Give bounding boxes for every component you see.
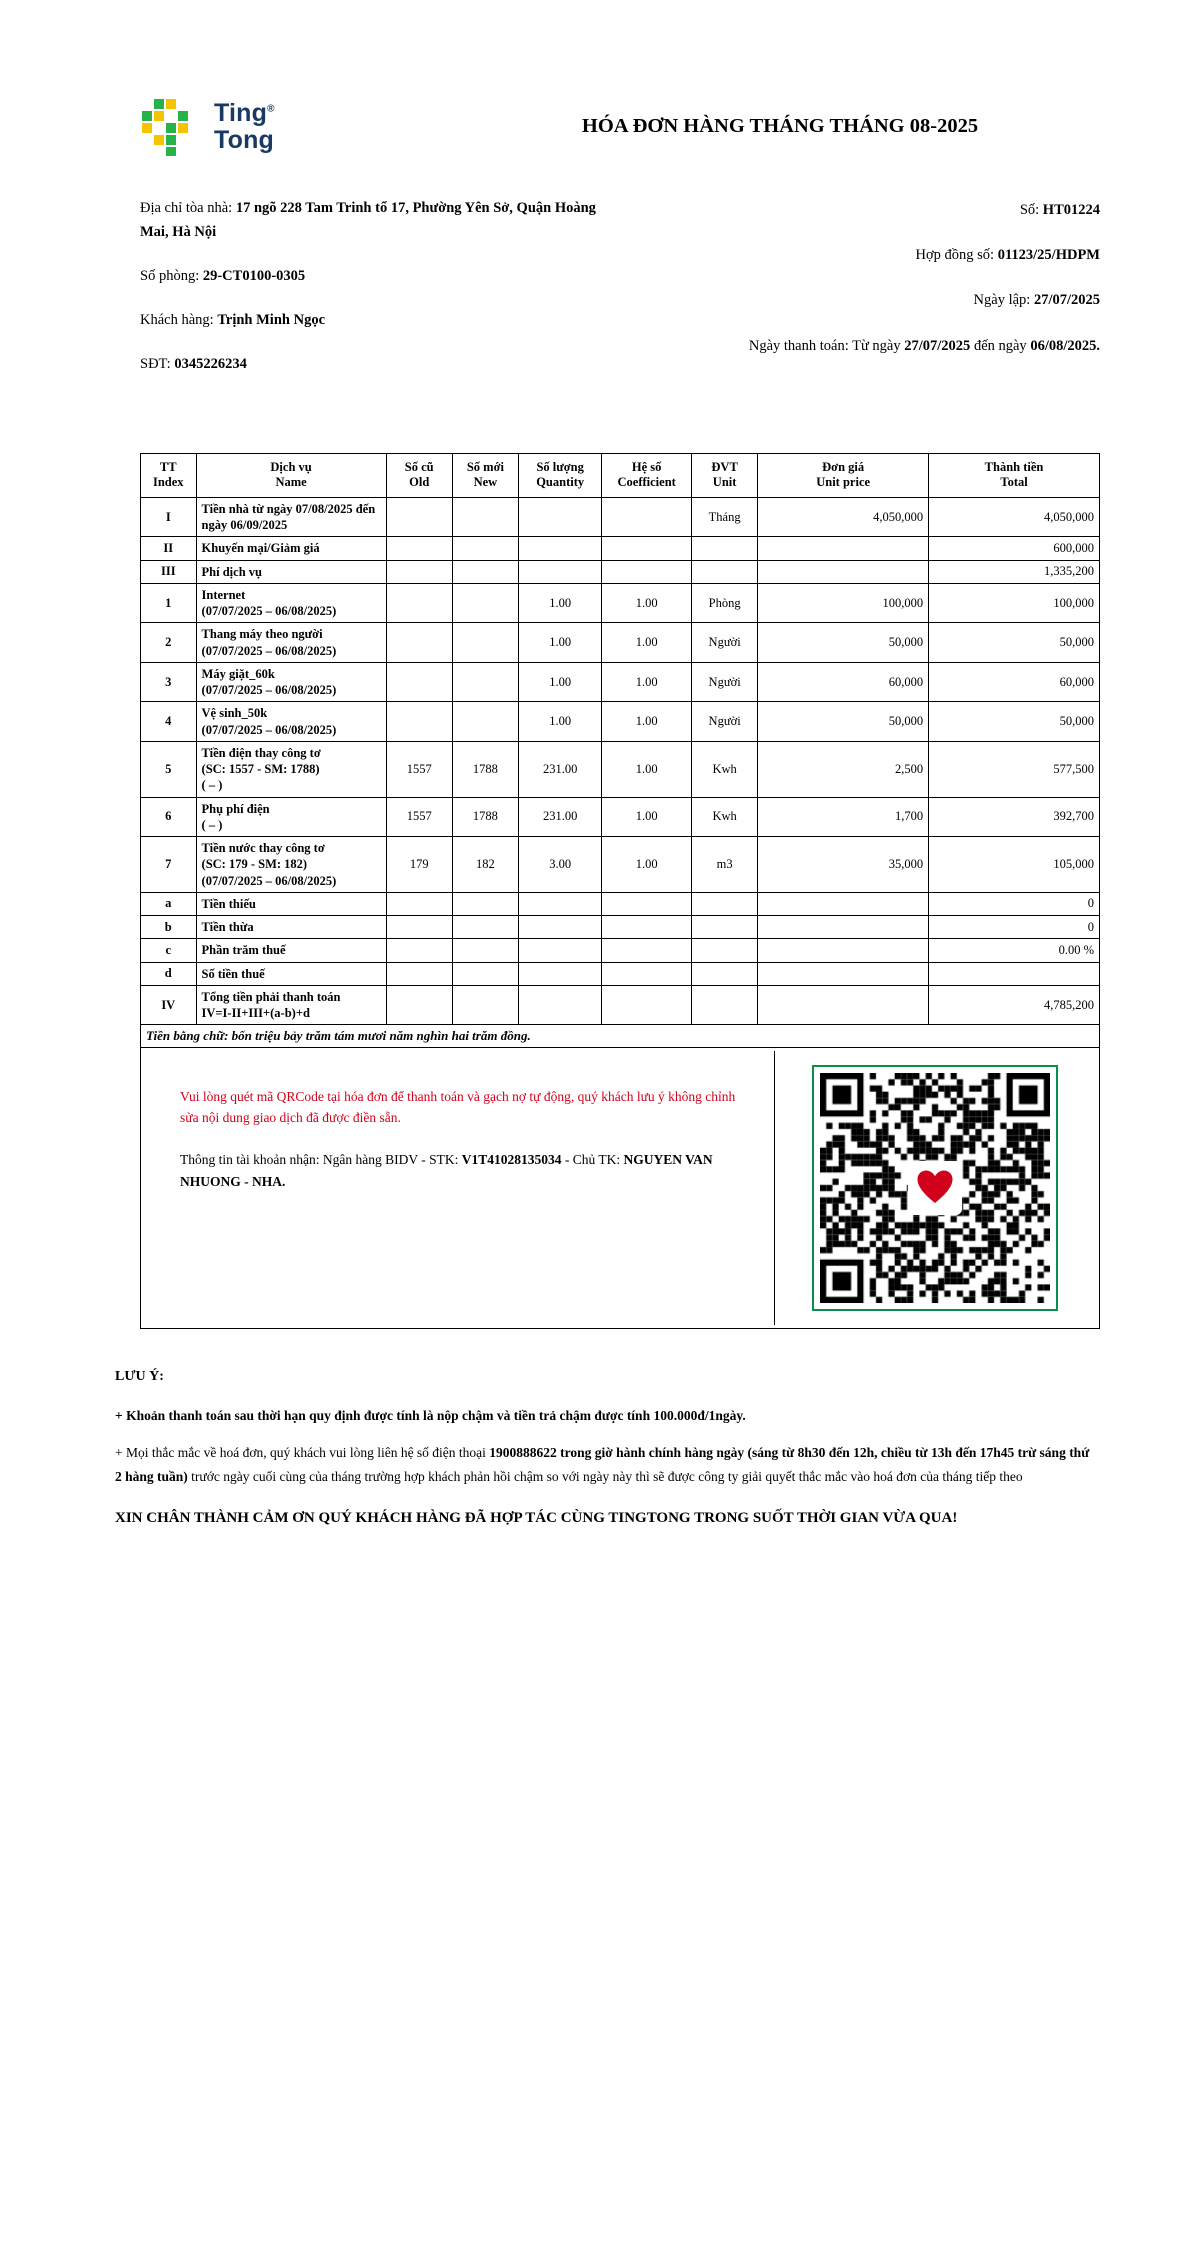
row-old <box>386 962 452 985</box>
payment-account-number: V1T41028135034 <box>461 1152 562 1168</box>
row-unit <box>692 916 758 939</box>
table-row <box>141 560 1100 583</box>
row-index: 5 <box>141 741 197 797</box>
row-quantity <box>519 560 602 583</box>
tingtong-logo-icon <box>140 95 204 159</box>
row-unit-price: 50,000 <box>758 702 929 742</box>
col-coefficient-bottom: Coefficient <box>617 475 676 490</box>
row-index: III <box>141 560 197 583</box>
invoice-table-wrap <box>0 397 1200 1330</box>
qr-cell <box>774 1051 1094 1325</box>
row-unit: Người <box>692 702 758 742</box>
row-total: 0 <box>929 916 1100 939</box>
note-late-payment-text: + Khoản thanh toán sau thời hạn quy định được tính là nộp chậm và tiền trả chậm được tính <box>115 1407 651 1423</box>
row-new <box>452 985 518 1025</box>
row-quantity: 231.00 <box>519 741 602 797</box>
row-coefficient <box>602 892 692 915</box>
col-name-bottom: Name <box>275 475 307 490</box>
amount-in-words-row <box>141 1025 1100 1048</box>
row-index: b <box>141 916 197 939</box>
table-row <box>141 837 1100 893</box>
row-new <box>452 962 518 985</box>
row-service-name: Vệ sinh_50k (07/07/2025 – 06/08/2025) <box>196 702 386 742</box>
row-service-name: Số tiền thuế <box>196 962 386 985</box>
row-coefficient: 1.00 <box>602 662 692 702</box>
row-unit <box>692 962 758 985</box>
meta-building-address <box>140 197 620 245</box>
row-unit-price: 4,050,000 <box>758 497 929 537</box>
row-unit-price: 2,500 <box>758 741 929 797</box>
payment-block-row <box>141 1048 1100 1329</box>
row-unit-price <box>758 892 929 915</box>
meta-issue-date-value: 27/07/2025 <box>1033 292 1100 309</box>
row-quantity: 1.00 <box>519 583 602 623</box>
row-total: 4,050,000 <box>929 497 1100 537</box>
row-new: 1788 <box>452 741 518 797</box>
row-old: 1557 <box>386 741 452 797</box>
row-service-name: Tiền thừa <box>196 916 386 939</box>
meta-payment-period-label2: đến ngày <box>973 337 1027 354</box>
row-unit-price <box>758 962 929 985</box>
row-quantity: 1.00 <box>519 662 602 702</box>
row-quantity <box>519 916 602 939</box>
payment-account-holder: NGUYEN VAN NHUONG - NHA. <box>180 1152 713 1189</box>
meta-room-number <box>140 265 620 289</box>
row-quantity <box>519 892 602 915</box>
col-index <box>141 453 197 497</box>
row-coefficient <box>602 939 692 962</box>
table-row <box>141 892 1100 915</box>
table-row <box>141 537 1100 560</box>
amount-in-words-value: bốn triệu bảy trăm tám mươi năm nghìn hai trăm đồng. <box>231 1028 531 1044</box>
row-old: 1557 <box>386 797 452 837</box>
row-service-name: Máy giặt_60k (07/07/2025 – 06/08/2025) <box>196 662 386 702</box>
row-new <box>452 892 518 915</box>
invoice-meta <box>0 159 1200 397</box>
col-quantity-bottom: Quantity <box>536 475 585 490</box>
note-support-part3: trước ngày cuối cùng của tháng trường hợp khách phản hồi chậm so với ngày này thì sẽ được công ty giải quyết thắc mắc vào hoá đơn của tháng tiếp theo <box>191 1469 1023 1485</box>
row-coefficient: 1.00 <box>602 837 692 893</box>
col-coefficient-top: Hệ số <box>631 459 662 474</box>
row-total: 577,500 <box>929 741 1100 797</box>
invoice-table-body <box>141 497 1100 1025</box>
row-new <box>452 623 518 663</box>
row-service-name: Tiền nhà từ ngày 07/08/2025 đến ngày 06/09/2025 <box>196 497 386 537</box>
row-coefficient <box>602 537 692 560</box>
row-unit-price <box>758 560 929 583</box>
document-header <box>0 0 1200 159</box>
col-unit-price <box>758 453 929 497</box>
row-new <box>452 583 518 623</box>
col-total-top: Thành tiền <box>984 459 1044 474</box>
row-unit-price: 60,000 <box>758 662 929 702</box>
row-unit: Kwh <box>692 741 758 797</box>
row-unit-price <box>758 537 929 560</box>
row-old <box>386 702 452 742</box>
row-quantity: 3.00 <box>519 837 602 893</box>
payment-note <box>146 1051 774 1325</box>
table-row <box>141 662 1100 702</box>
row-old <box>386 560 452 583</box>
meta-left-column <box>140 197 620 397</box>
table-row <box>141 985 1100 1025</box>
meta-issue-date-label: Ngày lập: <box>973 292 1031 309</box>
brand-trademark: ® <box>267 103 275 115</box>
row-index: c <box>141 939 197 962</box>
row-index: d <box>141 962 197 985</box>
row-index: 2 <box>141 623 197 663</box>
table-row <box>141 939 1100 962</box>
row-unit: m3 <box>692 837 758 893</box>
note-late-payment-fee: 100.000đ/1ngày. <box>653 1407 746 1423</box>
row-index: 1 <box>141 583 197 623</box>
col-index-top: TT <box>159 459 177 474</box>
row-new <box>452 560 518 583</box>
page-title: HÓA ĐƠN HÀNG THÁNG THÁNG 08-2025 <box>581 115 979 137</box>
col-unit-price-bottom: Unit price <box>816 475 871 490</box>
payment-account-info <box>180 1149 746 1192</box>
row-index: 7 <box>141 837 197 893</box>
row-coefficient <box>602 916 692 939</box>
row-total: 50,000 <box>929 702 1100 742</box>
row-new <box>452 939 518 962</box>
row-total: 100,000 <box>929 583 1100 623</box>
row-index: a <box>141 892 197 915</box>
payment-block-cell <box>141 1048 1100 1329</box>
table-header-row <box>141 453 1100 497</box>
row-total: 105,000 <box>929 837 1100 893</box>
row-old: 179 <box>386 837 452 893</box>
row-unit <box>692 560 758 583</box>
meta-phone-value: 0345226234 <box>174 355 247 372</box>
row-old <box>386 985 452 1025</box>
row-service-name: Phí dịch vụ <box>196 560 386 583</box>
row-quantity <box>519 962 602 985</box>
row-unit <box>692 939 758 962</box>
col-old <box>386 453 452 497</box>
row-total <box>929 962 1100 985</box>
amount-in-words-label: Tiền bằng chữ: <box>146 1028 229 1044</box>
row-unit-price <box>758 939 929 962</box>
meta-payment-period <box>620 335 1100 358</box>
row-unit: Kwh <box>692 797 758 837</box>
col-new-top: Số mới <box>466 459 504 474</box>
row-old <box>386 537 452 560</box>
table-row <box>141 916 1100 939</box>
table-row <box>141 797 1100 837</box>
row-index: 6 <box>141 797 197 837</box>
table-row <box>141 741 1100 797</box>
row-quantity <box>519 939 602 962</box>
row-quantity: 1.00 <box>519 623 602 663</box>
row-unit-price <box>758 916 929 939</box>
brand-wordmark <box>214 100 275 154</box>
row-total: 60,000 <box>929 662 1100 702</box>
row-coefficient <box>602 985 692 1025</box>
payment-account-prefix: Thông tin tài khoản nhận: Ngân hàng BIDV - STK: <box>180 1152 459 1168</box>
row-index: 4 <box>141 702 197 742</box>
row-unit-price: 1,700 <box>758 797 929 837</box>
meta-issue-date <box>620 289 1100 312</box>
row-unit: Người <box>692 623 758 663</box>
row-new <box>452 916 518 939</box>
payment-account-mid: - Chủ TK: <box>564 1152 621 1168</box>
invoice-table-head <box>141 453 1100 497</box>
note-late-payment <box>115 1404 1090 1428</box>
row-coefficient <box>602 560 692 583</box>
row-quantity <box>519 497 602 537</box>
row-old <box>386 623 452 663</box>
row-coefficient: 1.00 <box>602 623 692 663</box>
col-new <box>452 453 518 497</box>
meta-customer <box>140 309 620 333</box>
meta-invoice-number-label: Số: <box>1019 202 1040 218</box>
row-index: I <box>141 497 197 537</box>
col-total <box>929 453 1100 497</box>
row-old <box>386 583 452 623</box>
row-coefficient: 1.00 <box>602 741 692 797</box>
row-total: 392,700 <box>929 797 1100 837</box>
row-unit <box>692 537 758 560</box>
row-new <box>452 702 518 742</box>
row-unit-price: 35,000 <box>758 837 929 893</box>
table-row <box>141 497 1100 537</box>
row-old <box>386 497 452 537</box>
payment-warning-text: Vui lòng quét mã QRCode tại hóa đơn để thanh toán và gạch nợ tự động, quý khách lưu ý không chỉnh sửa nội dung giao dịch đã được điền sẵn. <box>180 1089 736 1126</box>
row-index: IV <box>141 985 197 1025</box>
row-new <box>452 497 518 537</box>
row-unit-price: 100,000 <box>758 583 929 623</box>
col-old-top: Số cũ <box>404 459 434 474</box>
amount-in-words-cell <box>141 1025 1100 1048</box>
note-support-part1: + Mọi thắc mắc về hoá đơn, quý khách vui lòng liên hệ số điện thoại <box>115 1445 486 1461</box>
col-quantity-top: Số lượng <box>536 459 584 474</box>
row-old <box>386 939 452 962</box>
row-coefficient <box>602 962 692 985</box>
row-quantity: 1.00 <box>519 702 602 742</box>
meta-invoice-number <box>620 199 1100 222</box>
row-quantity <box>519 985 602 1025</box>
meta-phone <box>140 353 620 377</box>
meta-room-number-value: 29-CT0100-0305 <box>202 267 306 284</box>
qr-code[interactable] <box>812 1065 1058 1311</box>
note-support-phone: 1900888622 <box>489 1445 557 1461</box>
row-service-name: Phụ phí điện ( – ) <box>196 797 386 837</box>
note-support <box>115 1441 1090 1488</box>
col-name-top: Dịch vụ <box>270 459 312 474</box>
col-old-bottom: Old <box>409 475 430 490</box>
row-service-name: Thang máy theo người (07/07/2025 – 06/08/2025) <box>196 623 386 663</box>
meta-contract-number <box>620 244 1100 267</box>
row-unit <box>692 892 758 915</box>
col-name <box>196 453 386 497</box>
row-unit: Phòng <box>692 583 758 623</box>
row-new <box>452 537 518 560</box>
col-unit-bottom: Unit <box>712 475 737 490</box>
invoice-table-footer <box>141 1025 1100 1329</box>
row-quantity: 231.00 <box>519 797 602 837</box>
row-service-name: Tiền nước thay công tơ (SC: 179 - SM: 182) (07/07/2025 – 06/08/2025) <box>196 837 386 893</box>
row-old <box>386 662 452 702</box>
row-service-name: Tổng tiền phải thanh toán IV=I-II+III+(a-b)+d <box>196 985 386 1025</box>
row-service-name: Phần trăm thuế <box>196 939 386 962</box>
meta-phone-label: SĐT: <box>140 355 171 372</box>
row-coefficient: 1.00 <box>602 797 692 837</box>
row-total: 4,785,200 <box>929 985 1100 1025</box>
col-coefficient <box>602 453 692 497</box>
row-index: II <box>141 537 197 560</box>
meta-payment-period-start: 27/07/2025 <box>904 337 971 354</box>
row-index: 3 <box>141 662 197 702</box>
row-unit-price <box>758 985 929 1025</box>
meta-customer-value: Trịnh Minh Ngọc <box>217 311 326 328</box>
row-service-name: Khuyến mại/Giảm giá <box>196 537 386 560</box>
row-new <box>452 662 518 702</box>
row-old <box>386 916 452 939</box>
invoice-table <box>140 453 1100 1330</box>
row-total: 0 <box>929 892 1100 915</box>
meta-payment-period-end: 06/08/2025. <box>1030 337 1100 354</box>
row-total: 50,000 <box>929 623 1100 663</box>
heart-icon <box>908 1161 962 1215</box>
meta-room-number-label: Số phòng: <box>140 267 200 284</box>
row-total: 600,000 <box>929 537 1100 560</box>
row-new: 182 <box>452 837 518 893</box>
thanks-message: XIN CHÂN THÀNH CẢM ƠN QUÝ KHÁCH HÀNG ĐÃ HỢP TÁC CÙNG TINGTONG TRONG SUỐT THỜI GIAN VỪA QUA! <box>115 1509 958 1526</box>
meta-contract-number-value: 01123/25/HDPM <box>997 247 1100 264</box>
brand-logo <box>140 95 470 159</box>
row-service-name: Tiền điện thay công tơ (SC: 1557 - SM: 1788) ( – ) <box>196 741 386 797</box>
col-unit <box>692 453 758 497</box>
brand-name-line1: Ting <box>214 99 268 127</box>
brand-name-line2: Tong <box>214 126 275 154</box>
meta-building-address-label: Địa chỉ tòa nhà: <box>140 200 233 216</box>
row-service-name: Internet (07/07/2025 – 06/08/2025) <box>196 583 386 623</box>
notes-title: LƯU Ý: <box>115 1369 164 1385</box>
table-row <box>141 583 1100 623</box>
row-quantity <box>519 537 602 560</box>
row-unit <box>692 985 758 1025</box>
footer-notes <box>0 1329 1200 1529</box>
meta-right-column <box>620 197 1100 397</box>
col-total-bottom: Total <box>1000 475 1028 490</box>
table-row <box>141 623 1100 663</box>
col-index-bottom: Index <box>152 475 184 490</box>
row-total: 0.00 % <box>929 939 1100 962</box>
row-coefficient: 1.00 <box>602 702 692 742</box>
row-unit: Người <box>692 662 758 702</box>
meta-contract-number-label: Hợp đồng số: <box>915 247 995 264</box>
meta-building-address-value: 17 ngõ 228 Tam Trinh tổ 17, Phường Yên Sở, Quận Hoàng Mai, Hà Nội <box>140 200 596 240</box>
row-coefficient: 1.00 <box>602 583 692 623</box>
col-new-bottom: New <box>473 475 498 490</box>
row-unit-price: 50,000 <box>758 623 929 663</box>
row-new: 1788 <box>452 797 518 837</box>
table-row <box>141 702 1100 742</box>
col-unit-top: ĐVT <box>711 459 738 474</box>
col-unit-price-top: Đơn giá <box>822 459 865 474</box>
row-coefficient <box>602 497 692 537</box>
row-total: 1,335,200 <box>929 560 1100 583</box>
meta-invoice-number-value: HT01224 <box>1042 202 1100 218</box>
row-unit: Tháng <box>692 497 758 537</box>
row-service-name: Tiền thiếu <box>196 892 386 915</box>
meta-customer-label: Khách hàng: <box>140 311 214 328</box>
col-quantity <box>519 453 602 497</box>
table-row <box>141 962 1100 985</box>
meta-payment-period-label: Ngày thanh toán: Từ ngày <box>748 337 901 354</box>
row-old <box>386 892 452 915</box>
note-support-hours: trong giờ hành chính hàng ngày (sáng từ 8h30 đến 12h, chiều từ 13h đến 17h45 trừ sáng thứ 2 hàng tuần) <box>115 1445 1090 1485</box>
